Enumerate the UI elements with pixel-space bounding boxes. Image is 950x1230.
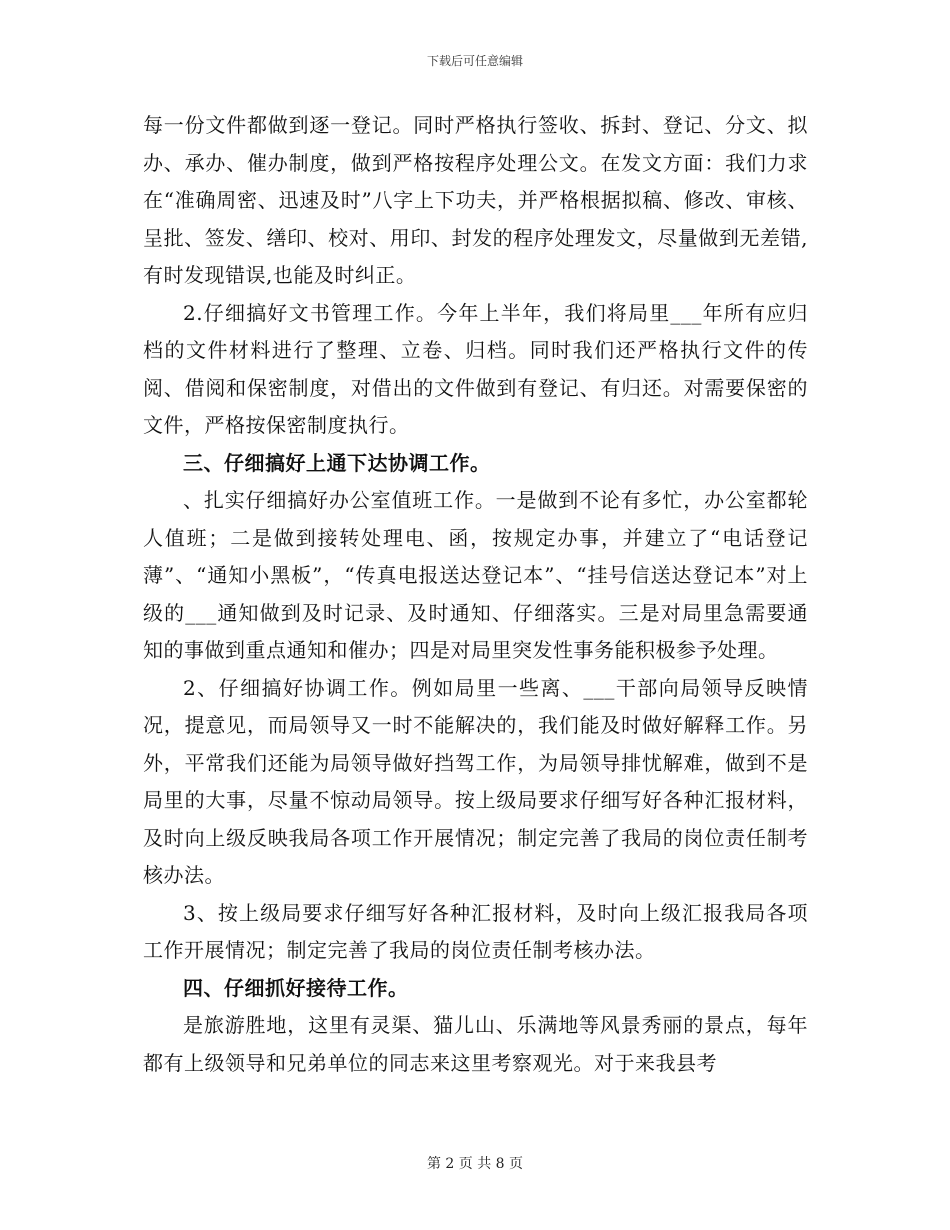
page-footer: 第 2 页 共 8 页 — [426, 1156, 524, 1172]
page-header: 下载后可任意编辑 — [426, 54, 523, 68]
paragraph-document-receipt: 每一份文件都做到逐一登记。同时严格执行签收、拆封、登记、分文、拟办、承办、催办制度，做到严格按程序处理公文。在发文方面：我们力求在“准确周密、迅速及时”八字上下功夫，并严格根据拟稿、修改、审核、呈批、签发、缮印、校对、用印、封发的程序处理发文，尽量做到无差错,有时发现错误,也能及时纠正。 — [143, 113, 808, 287]
paragraph-tourism: 是旅游胜地，这里有灵渠、猫儿山、乐满地等风景秀丽的景点，每年都有上级领导和兄弟单位的同志来这里考察观光。对于来我县考 — [143, 1013, 808, 1075]
document-body — [143, 107, 808, 1082]
section-heading-coordination: 三、仔细搞好上通下达协调工作。 — [183, 450, 491, 475]
section-heading-reception: 四、仔细抓好接待工作。 — [183, 975, 409, 1000]
paragraph-report-materials: 3、按上级局要求仔细写好各种汇报材料，及时向上级汇报我局各项工作开展情况；制定完善了我局的岗位责任制考核办法。 — [143, 900, 808, 962]
paragraph-coordination-work: 2、仔细搞好协调工作。例如局里一些离、___干部向局领导反映情况，提意见，而局领导又一时不能解决的，我们能及时做好解释工作。另外，平常我们还能为局领导做好挡驾工作，为局领导排忧解难，做到不是局里的大事，尽量不惊动局领导。按上级局要求仔细写好各种汇报材料，及时向上级反映我局各项工作开展情况；制定完善了我局的岗位责任制考核办法。 — [143, 675, 808, 887]
paragraph-duty-office: 、扎实仔细搞好办公室值班工作。一是做到不论有多忙，办公室都轮人值班；二是做到接转处理电、函，按规定办事，并建立了“电话登记薄”、“通知小黑板”，“传真电报送达登记本”、“挂号信送达登记本”对上级的___通知做到及时记录、及时通知、仔细落实。三是对局里急需要通知的事做到重点通知和催办；四是对局里突发性事务能积极参予处理。 — [143, 488, 808, 662]
paragraph-file-management: 2.仔细搞好文书管理工作。今年上半年，我们将局里___年所有应归档的文件材料进行了整理、立卷、归档。同时我们还严格执行文件的传阅、借阅和保密制度，对借出的文件做到有登记、有归还。对需要保密的文件，严格按保密制度执行。 — [143, 300, 808, 437]
